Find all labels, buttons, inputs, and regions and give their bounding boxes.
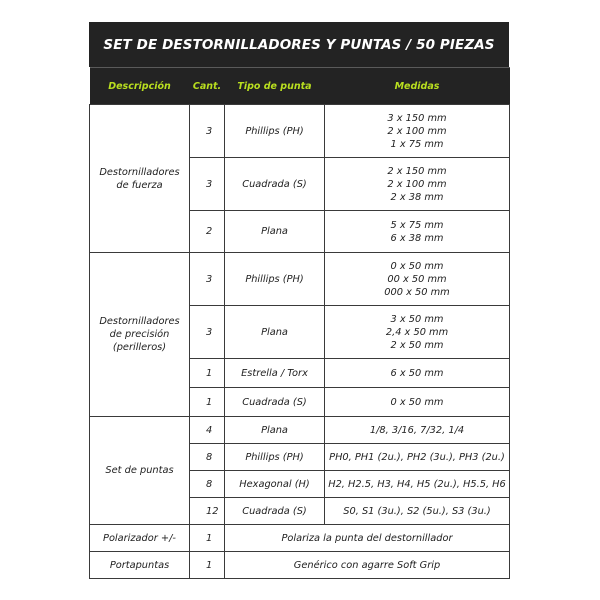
- cant-cell: 1: [190, 388, 225, 417]
- medidas-cell: [325, 253, 510, 306]
- medida-line: 00 x 50 mm: [387, 273, 447, 285]
- header-tipo: Tipo de punta: [225, 68, 325, 105]
- medida-line: 2 x 100 mm: [387, 178, 447, 190]
- extra-name-cell: Polarizador +/-: [90, 525, 190, 552]
- medida-line: 3 x 50 mm: [390, 313, 444, 325]
- group-name-cell: [90, 105, 190, 253]
- spec-sheet: [89, 22, 509, 579]
- extra-desc-cell: Polariza la punta del destornillador: [225, 525, 510, 552]
- group-name-line: Destornilladores: [99, 316, 180, 327]
- medida-line: 2 x 50 mm: [390, 339, 444, 351]
- cant-cell: 4: [190, 417, 225, 444]
- table-body: [90, 105, 510, 579]
- tipo-cell: Estrella / Torx: [225, 359, 325, 388]
- medida-line: 2 x 38 mm: [390, 191, 444, 203]
- group-name-cell: [90, 417, 190, 525]
- medida-line: 2 x 100 mm: [387, 125, 447, 137]
- cant-cell: 3: [190, 158, 225, 211]
- medida-line: 6 x 50 mm: [390, 367, 444, 379]
- extra-cant-cell: 1: [190, 552, 225, 579]
- group-name-line: (perilleros): [112, 342, 167, 353]
- table-title: SET DE DESTORNILLADORES Y PUNTAS / 50 PIEZAS: [89, 22, 509, 67]
- medida-line: 0 x 50 mm: [390, 260, 444, 272]
- medida-line: 6 x 38 mm: [390, 232, 444, 244]
- medidas-cell: [325, 105, 510, 158]
- cant-cell: 3: [190, 253, 225, 306]
- medida-line: 000 x 50 mm: [384, 286, 450, 298]
- cant-cell: 8: [190, 444, 225, 471]
- table-row: [90, 417, 510, 444]
- tipo-cell: Cuadrada (S): [225, 498, 325, 525]
- extra-row: [90, 525, 510, 552]
- medida-line: PH0, PH1 (2u.), PH2 (3u.), PH3 (2u.): [329, 451, 505, 463]
- extra-name-cell: Portapuntas: [90, 552, 190, 579]
- spec-table: [89, 67, 510, 579]
- header-cant: Cant.: [190, 68, 225, 105]
- medidas-cell: [325, 471, 510, 498]
- group-name-line: Destornilladores: [99, 166, 180, 178]
- tipo-cell: Plana: [225, 211, 325, 253]
- cant-cell: 2: [190, 211, 225, 253]
- header-row: [90, 68, 510, 105]
- medida-line: 3 x 150 mm: [387, 112, 447, 124]
- group-name-line: Set de puntas: [105, 465, 174, 476]
- medidas-cell: [325, 211, 510, 253]
- tipo-cell: Hexagonal (H): [225, 471, 325, 498]
- medidas-cell: [325, 498, 510, 525]
- medidas-cell: [325, 158, 510, 211]
- table-row: [90, 105, 510, 158]
- medida-line: 2 x 150 mm: [387, 165, 447, 177]
- table-row: [90, 253, 510, 306]
- medida-line: 1 x 75 mm: [390, 138, 444, 150]
- medida-line: 2,4 x 50 mm: [385, 326, 449, 338]
- tipo-cell: Phillips (PH): [225, 105, 325, 158]
- cant-cell: 8: [190, 471, 225, 498]
- tipo-cell: Plana: [225, 417, 325, 444]
- medida-line: 5 x 75 mm: [390, 219, 444, 231]
- tipo-cell: Cuadrada (S): [225, 158, 325, 211]
- medida-line: H2, H2.5, H3, H4, H5 (2u.), H5.5, H6: [328, 478, 506, 490]
- extra-row: [90, 552, 510, 579]
- group-name-line: de precisión: [109, 329, 170, 340]
- medidas-cell: [325, 306, 510, 359]
- medida-line: S0, S1 (3u.), S2 (5u.), S3 (3u.): [343, 505, 491, 517]
- extra-cant-cell: 1: [190, 525, 225, 552]
- medidas-cell: [325, 359, 510, 388]
- tipo-cell: Cuadrada (S): [225, 388, 325, 417]
- cant-cell: 3: [190, 306, 225, 359]
- extra-desc-cell: Genérico con agarre Soft Grip: [225, 552, 510, 579]
- group-name-cell: [90, 253, 190, 417]
- medidas-cell: [325, 417, 510, 444]
- cant-cell: 1: [190, 359, 225, 388]
- cant-cell: 12: [190, 498, 225, 525]
- tipo-cell: Phillips (PH): [225, 253, 325, 306]
- medida-line: 1/8, 3/16, 7/32, 1/4: [369, 424, 465, 436]
- medidas-cell: [325, 388, 510, 417]
- group-name-line: de fuerza: [116, 179, 163, 191]
- medidas-cell: [325, 444, 510, 471]
- header-descripcion: Descripción: [90, 68, 190, 105]
- header-medidas: Medidas: [325, 68, 510, 105]
- cant-cell: 3: [190, 105, 225, 158]
- tipo-cell: Plana: [225, 306, 325, 359]
- tipo-cell: Phillips (PH): [225, 444, 325, 471]
- medida-line: 0 x 50 mm: [390, 396, 444, 408]
